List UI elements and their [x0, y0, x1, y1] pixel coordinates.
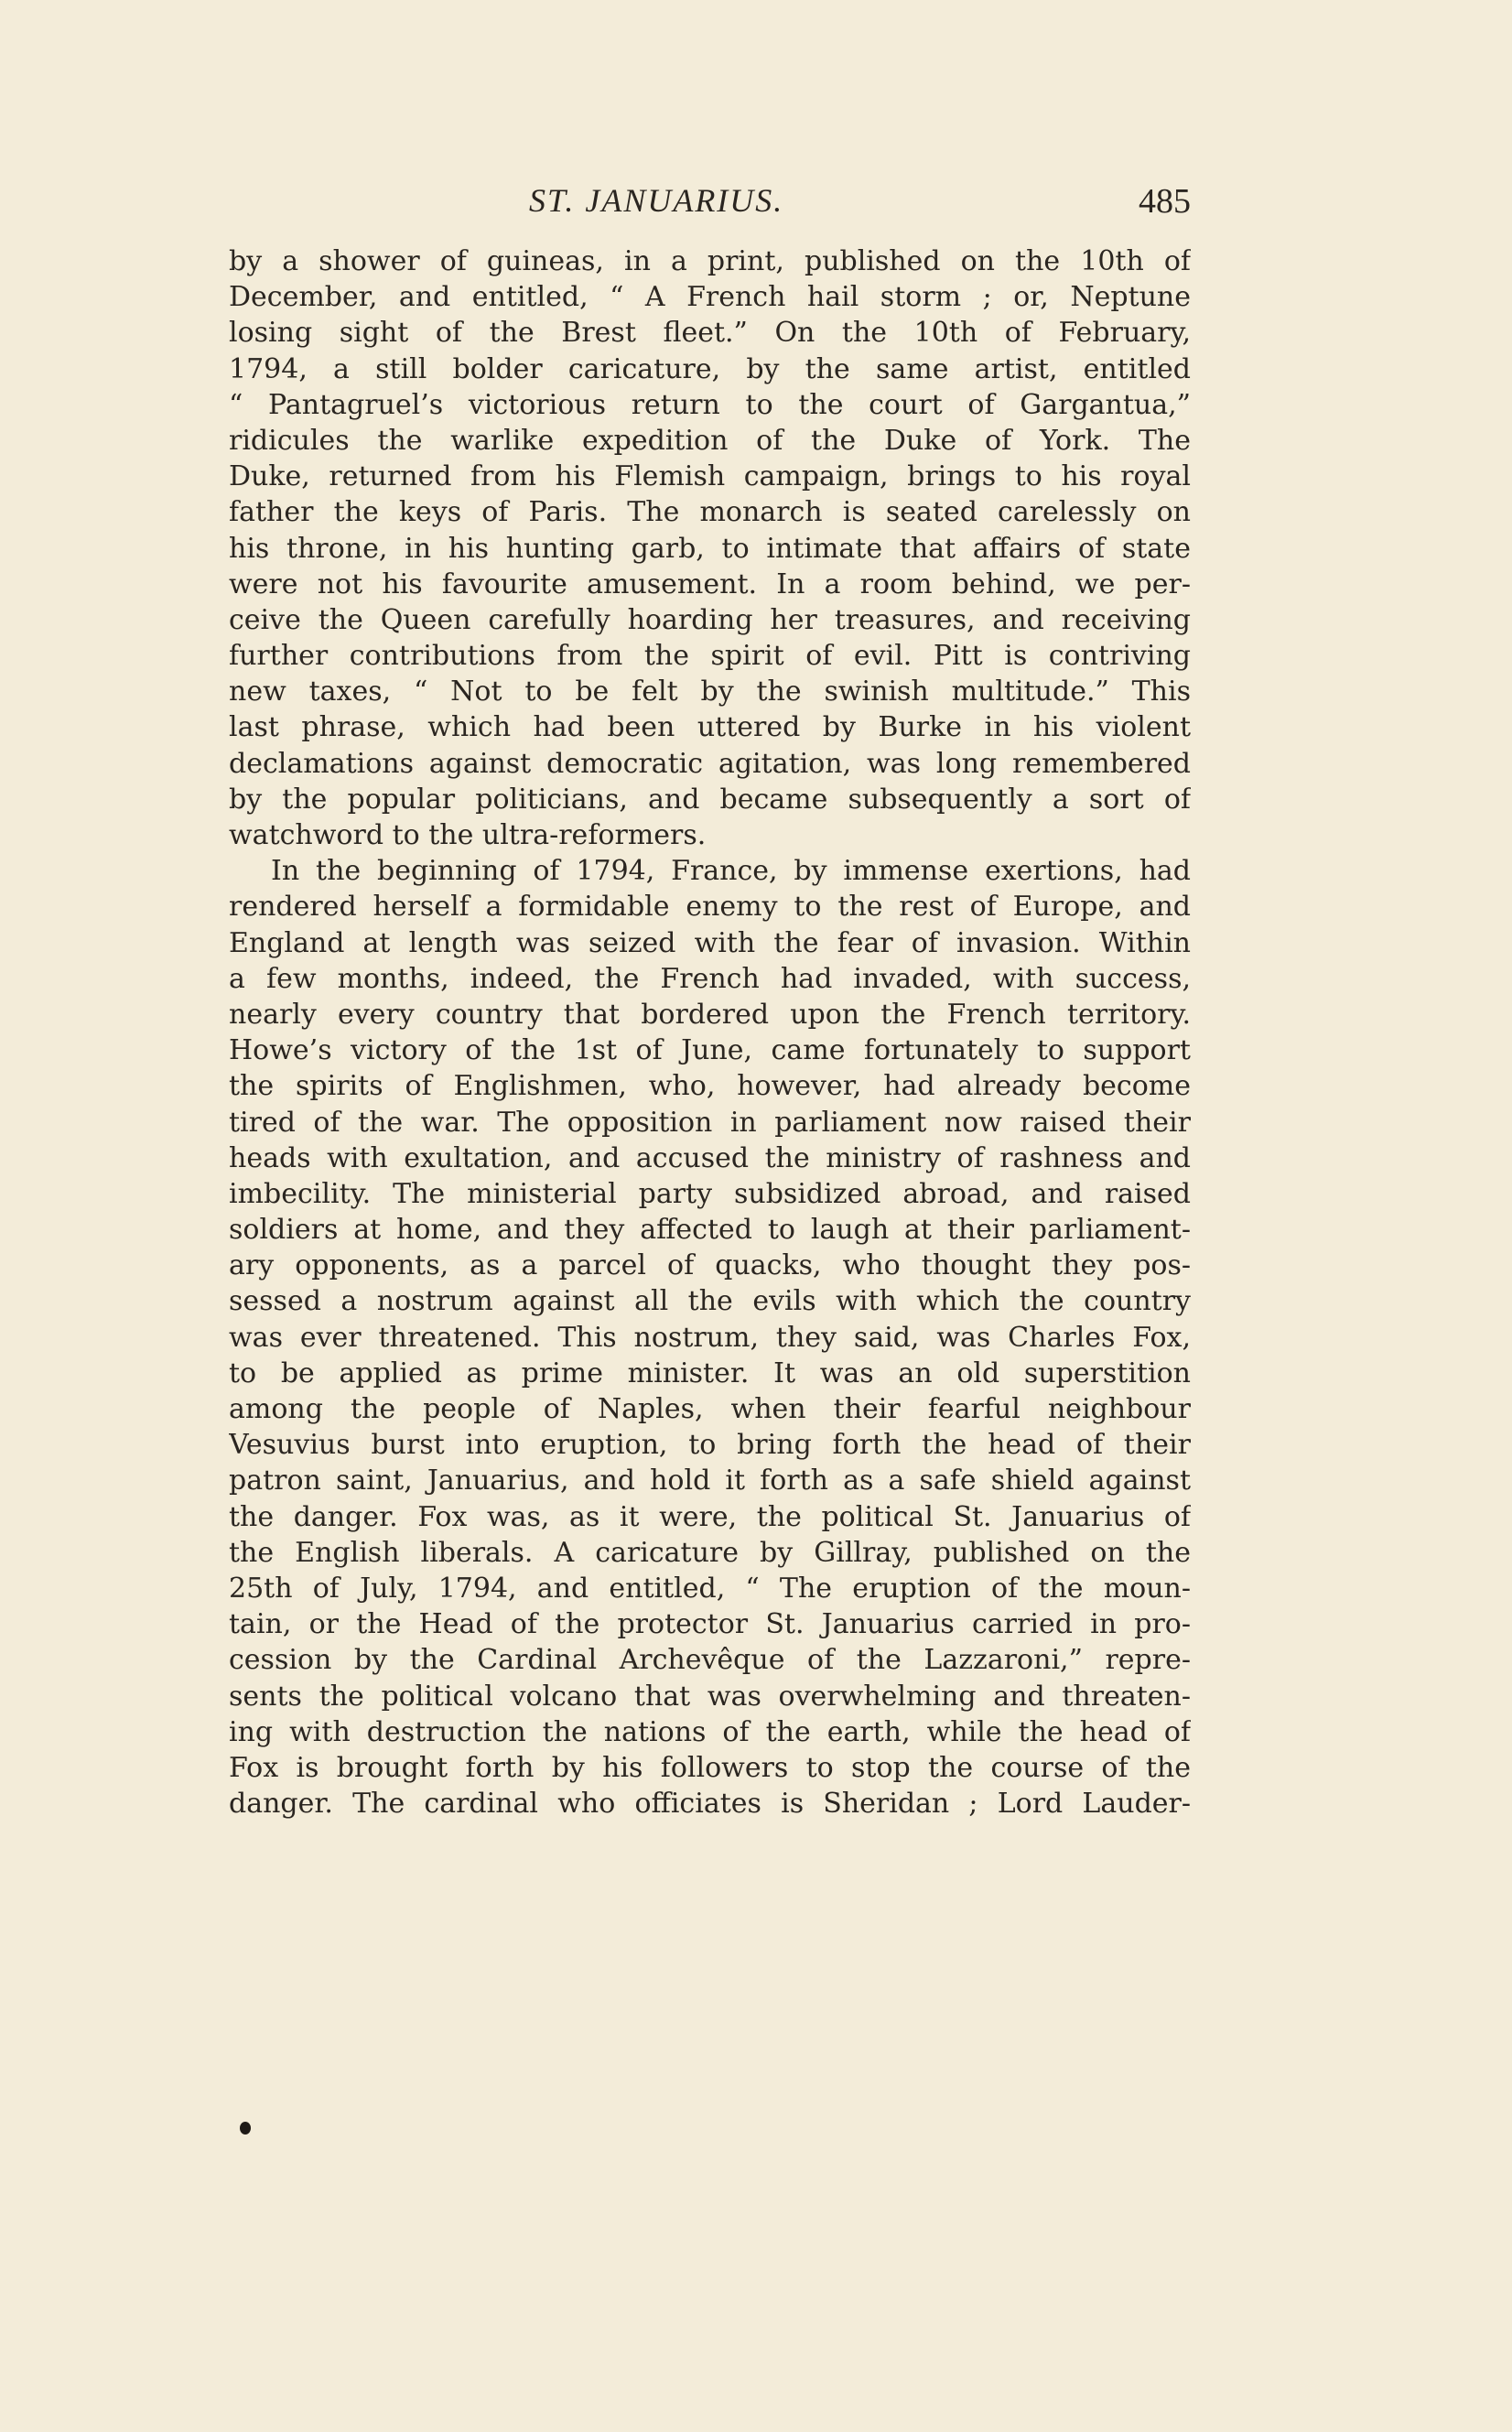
- text-line: last phrase, which had been uttered by Burke in his violent: [229, 711, 1191, 744]
- text-line: father the keys of Paris. The monarch is seated carelessly on: [229, 496, 1191, 529]
- running-title: ST. JANUARIUS.: [529, 182, 784, 219]
- text-line: imbecility. The ministerial party subsidized abroad, and raised: [229, 1177, 1191, 1210]
- text-line: was ever threatened. This nostrum, they said, was Charles Fox,: [229, 1321, 1191, 1354]
- page-header: [529, 181, 1191, 227]
- text-line: further contributions from the spirit of evil. Pitt is contriving: [229, 640, 1191, 673]
- text-line: were not his favourite amusement. In a room behind, we per-: [229, 567, 1191, 600]
- ink-spot: [240, 2122, 251, 2135]
- text-line: soldiers at home, and they affected to laugh at their parliament-: [229, 1214, 1191, 1247]
- text-line: losing sight of the Brest fleet.” On the 10th of February,: [229, 317, 1191, 350]
- text-line: sessed a nostrum against all the evils with which the country: [229, 1285, 1191, 1318]
- text-line: ary opponents, as a parcel of quacks, who thought they pos-: [229, 1249, 1191, 1282]
- text-line: declamations against democratic agitation, was long remembered: [229, 747, 1191, 780]
- text-line: his throne, in his hunting garb, to intimate that affairs of state: [229, 532, 1191, 565]
- text-line: ceive the Queen carefully hoarding her treasures, and receiving: [229, 603, 1191, 636]
- text-line: 25th of July, 1794, and entitled, “ The eruption of the moun-: [229, 1572, 1191, 1605]
- text-line: sents the political volcano that was overwhelming and threaten-: [229, 1680, 1191, 1713]
- text-line: patron saint, Januarius, and hold it forth as a safe shield against: [229, 1465, 1191, 1497]
- text-line: tain, or the Head of the protector St. Januarius carried in pro-: [229, 1608, 1191, 1641]
- text-line: to be applied as prime minister. It was an old superstition: [229, 1357, 1191, 1389]
- page-number: 485: [1139, 182, 1191, 221]
- text-line: danger. The cardinal who officiates is Sheridan ; Lord Lauder-: [229, 1788, 1191, 1821]
- text-line: Duke, returned from his Flemish campaign, brings to his royal: [229, 460, 1191, 493]
- text-line: rendered herself a formidable enemy to the rest of Europe, and: [229, 891, 1191, 924]
- text-line: by the popular politicians, and became subsequently a sort of: [229, 783, 1191, 816]
- text-line: cession by the Cardinal Archevêque of the Lazzaroni,” repre-: [229, 1644, 1191, 1677]
- text-line: the danger. Fox was, as it were, the political St. Januarius of: [229, 1500, 1191, 1533]
- text-line: Fox is brought forth by his followers to stop the course of the: [229, 1751, 1191, 1784]
- text-line: the English liberals. A caricature by Gillray, published on the: [229, 1536, 1191, 1569]
- text-line: Vesuvius burst into eruption, to bring forth the head of their: [229, 1429, 1191, 1462]
- text-line: a few months, indeed, the French had invaded, with success,: [229, 962, 1191, 995]
- paragraph-last-line: watchword to the ultra-reformers.: [229, 819, 707, 851]
- text-line: nearly every country that bordered upon the French territory.: [229, 998, 1191, 1031]
- text-line: heads with exultation, and accused the ministry of rashness and: [229, 1141, 1191, 1174]
- text-line: 1794, a still bolder caricature, by the same artist, entitled: [229, 352, 1191, 385]
- text-line: ridicules the warlike expedition of the Duke of York. The: [229, 424, 1191, 457]
- text-line: England at length was seized with the fear of invasion. Within: [229, 926, 1191, 959]
- body-text: [229, 243, 1191, 1821]
- text-line: Howe’s victory of the 1st of June, came fortunately to support: [229, 1034, 1191, 1067]
- paragraph-first-line: In the beginning of 1794, France, by immense exertions, had: [271, 855, 1191, 888]
- text-line: new taxes, “ Not to be felt by the swinish multitude.” This: [229, 676, 1191, 708]
- text-line: among the people of Naples, when their fearful neighbour: [229, 1393, 1191, 1425]
- text-line: ing with destruction the nations of the earth, while the head of: [229, 1715, 1191, 1748]
- text-line: by a shower of guineas, in a print, published on the 10th of: [229, 245, 1191, 277]
- text-line: December, and entitled, “ A French hail storm ; or, Neptune: [229, 281, 1191, 314]
- text-line: tired of the war. The opposition in parliament now raised their: [229, 1106, 1191, 1139]
- text-line: the spirits of Englishmen, who, however, had already become: [229, 1070, 1191, 1103]
- text-line: “ Pantagruel’s victorious return to the court of Gargantua,”: [229, 388, 1191, 421]
